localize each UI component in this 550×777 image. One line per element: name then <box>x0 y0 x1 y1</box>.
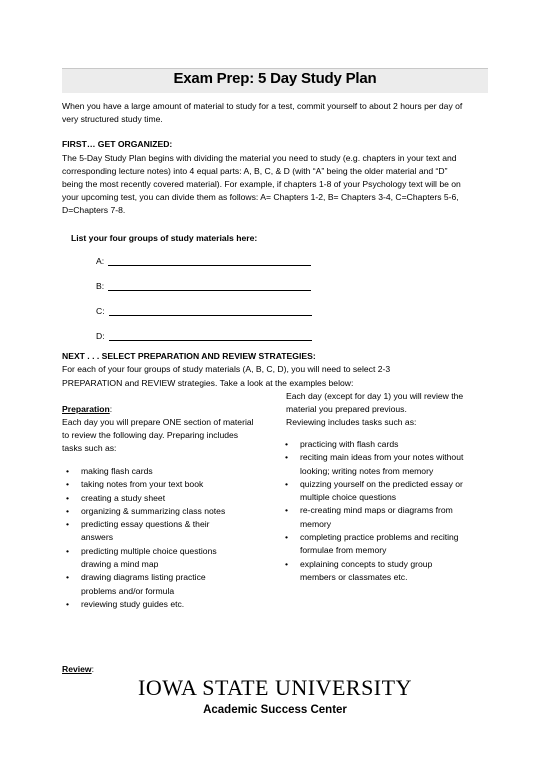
list-item: • reciting main ideas from your notes without looking; writing notes from memory <box>285 452 464 476</box>
group-d-line <box>109 331 312 341</box>
preparation-desc-1: Each day you will prepare ONE section of material <box>62 417 254 427</box>
first-line-1: The 5-Day Study Plan begins with dividing the material you need to study (e.g. chapters in your text and <box>62 153 457 163</box>
list-item: • making flash cards <box>62 465 272 478</box>
list-item: • predicting essay questions & their answers <box>66 519 210 543</box>
first-line-5: D=Chapters 7-8. <box>62 205 126 215</box>
group-c-label: C: <box>96 306 105 316</box>
preparation-label: Preparation <box>62 404 110 414</box>
intro-line-1: When you have a large amount of material to study for a test, commit yourself to about 2 hours per day of <box>62 101 463 111</box>
list-item: • reviewing study guides etc. <box>62 598 272 611</box>
review-desc-3: Reviewing includes tasks such as: <box>286 417 417 427</box>
group-b-field[interactable] <box>96 281 311 291</box>
bullet-icon: • <box>66 598 70 609</box>
first-line-3: being the most recently covered material). For example, if chapters 1-8 of your Psychology text will be on <box>62 179 461 189</box>
list-item: • quizzing yourself on the predicted essay or multiple choice questions <box>285 478 463 503</box>
groups-prompt: List your four groups of study materials here: <box>71 233 258 243</box>
preparation-desc-3: tasks such as: <box>62 443 117 453</box>
list-item: • creating a study sheet <box>62 492 272 505</box>
bullet-icon: • <box>66 545 70 556</box>
list-item: • taking notes from your text book <box>62 478 272 491</box>
group-a-line <box>108 256 311 266</box>
bullet-icon: • <box>66 519 70 530</box>
group-d-field[interactable] <box>96 331 312 341</box>
group-b-line <box>108 281 311 291</box>
university-logo-wordmark: IOWA STATE UNIVERSITY <box>138 675 412 700</box>
list-item: • drawing diagrams listing practice problems and/or formula <box>66 572 206 596</box>
bullet-icon: • <box>66 479 70 490</box>
bullet-icon: • <box>66 572 70 583</box>
group-a-label: A: <box>96 256 105 266</box>
next-heading: NEXT . . . SELECT PREPARATION AND REVIEW STRATEGIES: <box>62 351 316 361</box>
list-item: • practicing with flash cards <box>281 438 496 451</box>
first-heading: FIRST… GET ORGANIZED: <box>62 139 173 149</box>
intro-line-2: very structured study time. <box>62 114 163 124</box>
next-line-1: For each of your four groups of study materials (A, B, C, D), you will need to select 2-3 <box>62 364 391 374</box>
next-line-2: PREPARATION and REVIEW strategies. Take a look at the examples below: <box>62 378 354 388</box>
group-d-label: D: <box>96 331 105 341</box>
bullet-icon: • <box>285 452 289 463</box>
first-line-2: corresponding lecture notes) into 4 equal parts: A, B, C, & D (with “A” being the older material and “D” <box>62 166 448 176</box>
preparation-heading <box>62 403 272 416</box>
review-desc-2: material you prepared previous. <box>286 404 407 414</box>
list-item: • predicting multiple choice questions drawing a mind map <box>66 545 217 570</box>
preparation-colon: : <box>109 404 113 414</box>
page-title: Exam Prep: 5 Day Study Plan <box>173 70 377 87</box>
preparation-list <box>62 465 272 611</box>
review-list <box>281 438 496 584</box>
bullet-icon: • <box>285 478 289 489</box>
bullet-icon: • <box>285 558 289 569</box>
list-item: • explaining concepts to study group members or classmates etc. <box>285 558 433 582</box>
first-line-4: your upcoming test, you can divide them as follows: A= Chapters 1-2, B= Chapters 3-4, C=Chapters 5-6, <box>62 192 459 202</box>
group-a-field[interactable] <box>96 256 311 266</box>
review-footer-label: Review <box>62 664 92 674</box>
bullet-icon: • <box>66 505 70 516</box>
bullet-icon: • <box>66 492 70 503</box>
bullet-icon: • <box>66 466 70 476</box>
list-item: • completing practice problems and reciting formulae from memory <box>285 532 459 556</box>
review-desc-1: Each day (except for day 1) you will review the <box>286 391 464 401</box>
preparation-desc-2: to review the following day. Preparing includes <box>62 430 239 440</box>
academic-success-center-label: Academic Success Center <box>203 704 347 716</box>
list-item: • organizing & summarizing class notes <box>62 505 272 518</box>
bullet-icon: • <box>285 532 289 543</box>
list-item: • re-creating mind maps or diagrams from memory <box>285 505 453 529</box>
group-c-line <box>109 306 312 316</box>
review-footer-colon: : <box>91 664 95 674</box>
group-c-field[interactable] <box>96 306 312 316</box>
bullet-icon: • <box>285 439 289 449</box>
bullet-icon: • <box>285 505 289 516</box>
group-b-label: B: <box>96 281 105 291</box>
